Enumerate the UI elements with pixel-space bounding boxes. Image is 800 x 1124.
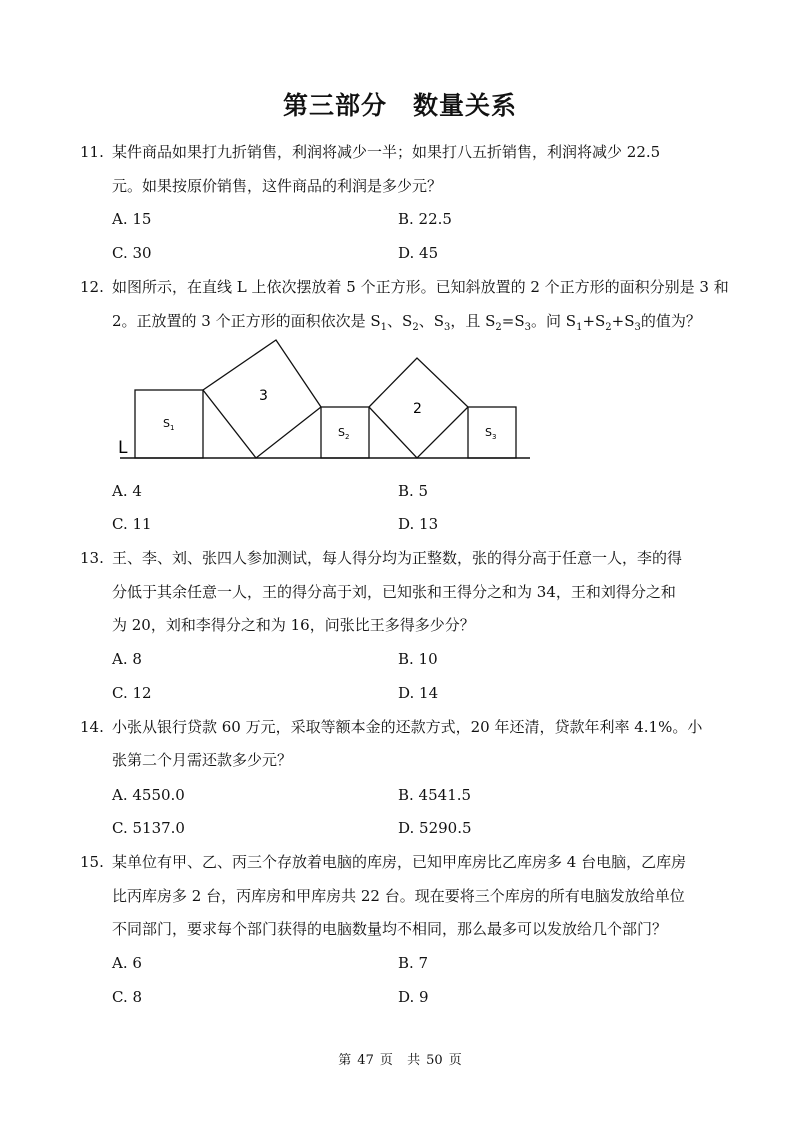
question-number: 12.: [80, 278, 104, 296]
question-text: 分低于其余任意一人，王的得分高于刘，已知张和王得分之和为 34，王和刘得分之和: [112, 583, 676, 601]
label-2: 2: [413, 401, 422, 417]
option-a: A. 8: [112, 650, 142, 668]
question-text: 某件商品如果打九折销售，利润将减少一半；如果打八五折销售，利润将减少 22.5: [112, 143, 661, 161]
question-number: 13.: [80, 549, 104, 567]
option-d: D. 14: [398, 684, 439, 702]
page-title: 第三部分 数量关系: [282, 91, 517, 120]
option-c: C. 12: [112, 684, 152, 702]
question-text: 2。正放置的 3 个正方形的面积依次是 $S_1$、$S_2$、$S_3$，且 $S_2=S_3$。问 $S_1+S_2+S_3$的值为？: [112, 312, 701, 333]
question-text: 如图所示，在直线 L 上依次摆放着 5 个正方形。已知斜放置的 2 个正方形的面积分别是 3 和: [112, 278, 729, 296]
option-a: A. 4550.0: [112, 786, 185, 804]
page-footer: [0, 1049, 800, 1068]
option-b: B. 7: [398, 954, 429, 972]
option-d: D. 45: [398, 244, 439, 262]
question-number: 14.: [80, 718, 104, 736]
question-text: 张第二个月需还款多少元？: [112, 751, 293, 769]
question-number: 11.: [80, 143, 104, 161]
question-text: 比丙库房多 2 台，丙库房和甲库房共 22 台。现在要将三个库房的所有电脑发放给单位: [112, 887, 685, 905]
page-prefix: 第: [338, 1053, 352, 1068]
question-text: 为 20，刘和李得分之和为 16，问张比王多得多少分？: [112, 616, 475, 634]
label-s1: $S_1$: [163, 417, 175, 432]
page-unit: 页: [379, 1053, 393, 1068]
option-d: D. 9: [398, 988, 429, 1006]
option-b: B. 22.5: [398, 210, 452, 228]
option-c: C. 11: [112, 515, 152, 533]
total-prefix: 共: [407, 1053, 421, 1068]
option-c: C. 30: [112, 244, 152, 262]
question-text: 某单位有甲、乙、丙三个存放着电脑的库房，已知甲库房比乙库房多 4 台电脑，乙库房: [112, 853, 687, 871]
question-text: 王、李、刘、张四人参加测试，每人得分均为正整数，张的得分高于任意一人，李的得: [112, 549, 683, 567]
question-text: 小张从银行贷款 60 万元，采取等额本金的还款方式，20 年还清，贷款年利率 4.1%。小: [112, 718, 703, 736]
total-pages: 50: [426, 1053, 443, 1068]
option-b: B. 10: [398, 650, 438, 668]
total-unit: 页: [448, 1053, 462, 1068]
option-c: C. 8: [112, 988, 143, 1006]
option-b: B. 4541.5: [398, 786, 472, 804]
option-a: A. 6: [112, 954, 142, 972]
page-number: 47: [357, 1053, 374, 1068]
label-l: L: [118, 438, 128, 458]
question-text: 不同部门，要求每个部门获得的电脑数量均不相同，那么最多可以发放给几个部门？: [112, 920, 668, 938]
option-c: C. 5137.0: [112, 819, 185, 837]
label-s2: $S_2$: [338, 426, 350, 441]
option-a: A. 15: [112, 210, 152, 228]
option-d: D. 5290.5: [398, 819, 472, 837]
squares-figure: [0, 335, 800, 465]
label-s3: $S_3$: [485, 426, 497, 441]
option-a: A. 4: [112, 482, 142, 500]
label-3: 3: [259, 388, 268, 404]
question-number: 15.: [80, 853, 104, 871]
option-d: D. 13: [398, 515, 439, 533]
option-b: B. 5: [398, 482, 429, 500]
question-text: 元。如果按原价销售，这件商品的利润是多少元？: [112, 177, 443, 195]
